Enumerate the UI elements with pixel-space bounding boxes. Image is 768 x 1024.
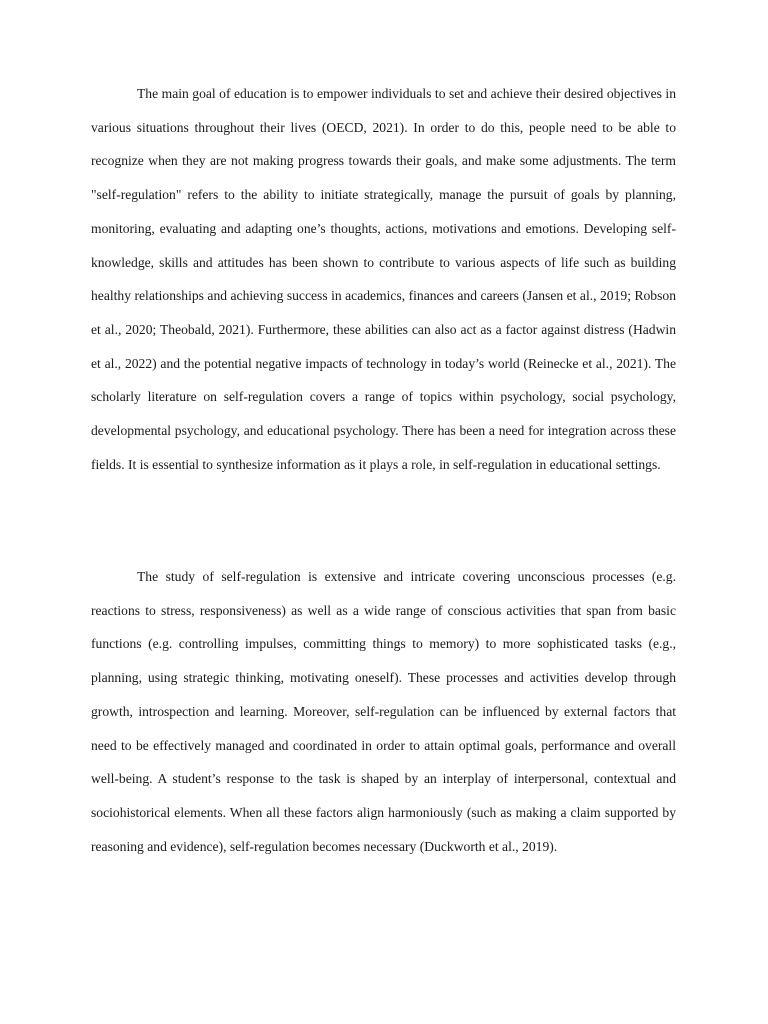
paragraph-1-container [91,77,676,481]
paragraph-2: The study of self-regulation is extensive and intricate covering unconscious processes (e.g. reactions to stress, responsiveness) as well as a wide range of conscious activities that span from basic functions (e.g. controlling impulses, committing things to memory) to more sophisticated tasks (e.g., planning, using strategic thinking, motivating oneself). These processes and activities develop through growth, introspection and learning. Moreover, self-regulation can be influenced by external factors that need to be effectively managed and coordinated in order to attain optimal goals, performance and overall well-being. A student’s response to the task is shaped by an interplay of interpersonal, contextual and sociohistorical elements. When all these factors align harmoniously (such as making a claim supported by reasoning and evidence), self-regulation becomes necessary (Duckworth et al., 2019). [91,569,676,854]
paragraph-2-container [91,560,676,863]
paragraph-1: The main goal of education is to empower individuals to set and achieve their desired objectives in various situations throughout their lives (OECD, 2021). In order to do this, people need to be able to recognize when they are not making progress towards their goals, and make some adjustments. The term "self-regulation" refers to the ability to initiate strategically, manage the pursuit of goals by planning, monitoring, evaluating and adapting one’s thoughts, actions, motivations and emotions. Developing self-knowledge, skills and attitudes has been shown to contribute to various aspects of life such as building healthy relationships and achieving success in academics, finances and careers (Jansen et al., 2019; Robson et al., 2020; Theobald, 2021). Furthermore, these abilities can also act as a factor against distress (Hadwin et al., 2022) and the potential negative impacts of technology in today’s world (Reinecke et al., 2021). The scholarly literature on self-regulation covers a range of topics within psychology, social psychology, developmental psychology, and educational psychology. There has been a need for integration across these fields. It is essential to synthesize information as it plays a role, in self-regulation in educational settings. [91,86,676,472]
